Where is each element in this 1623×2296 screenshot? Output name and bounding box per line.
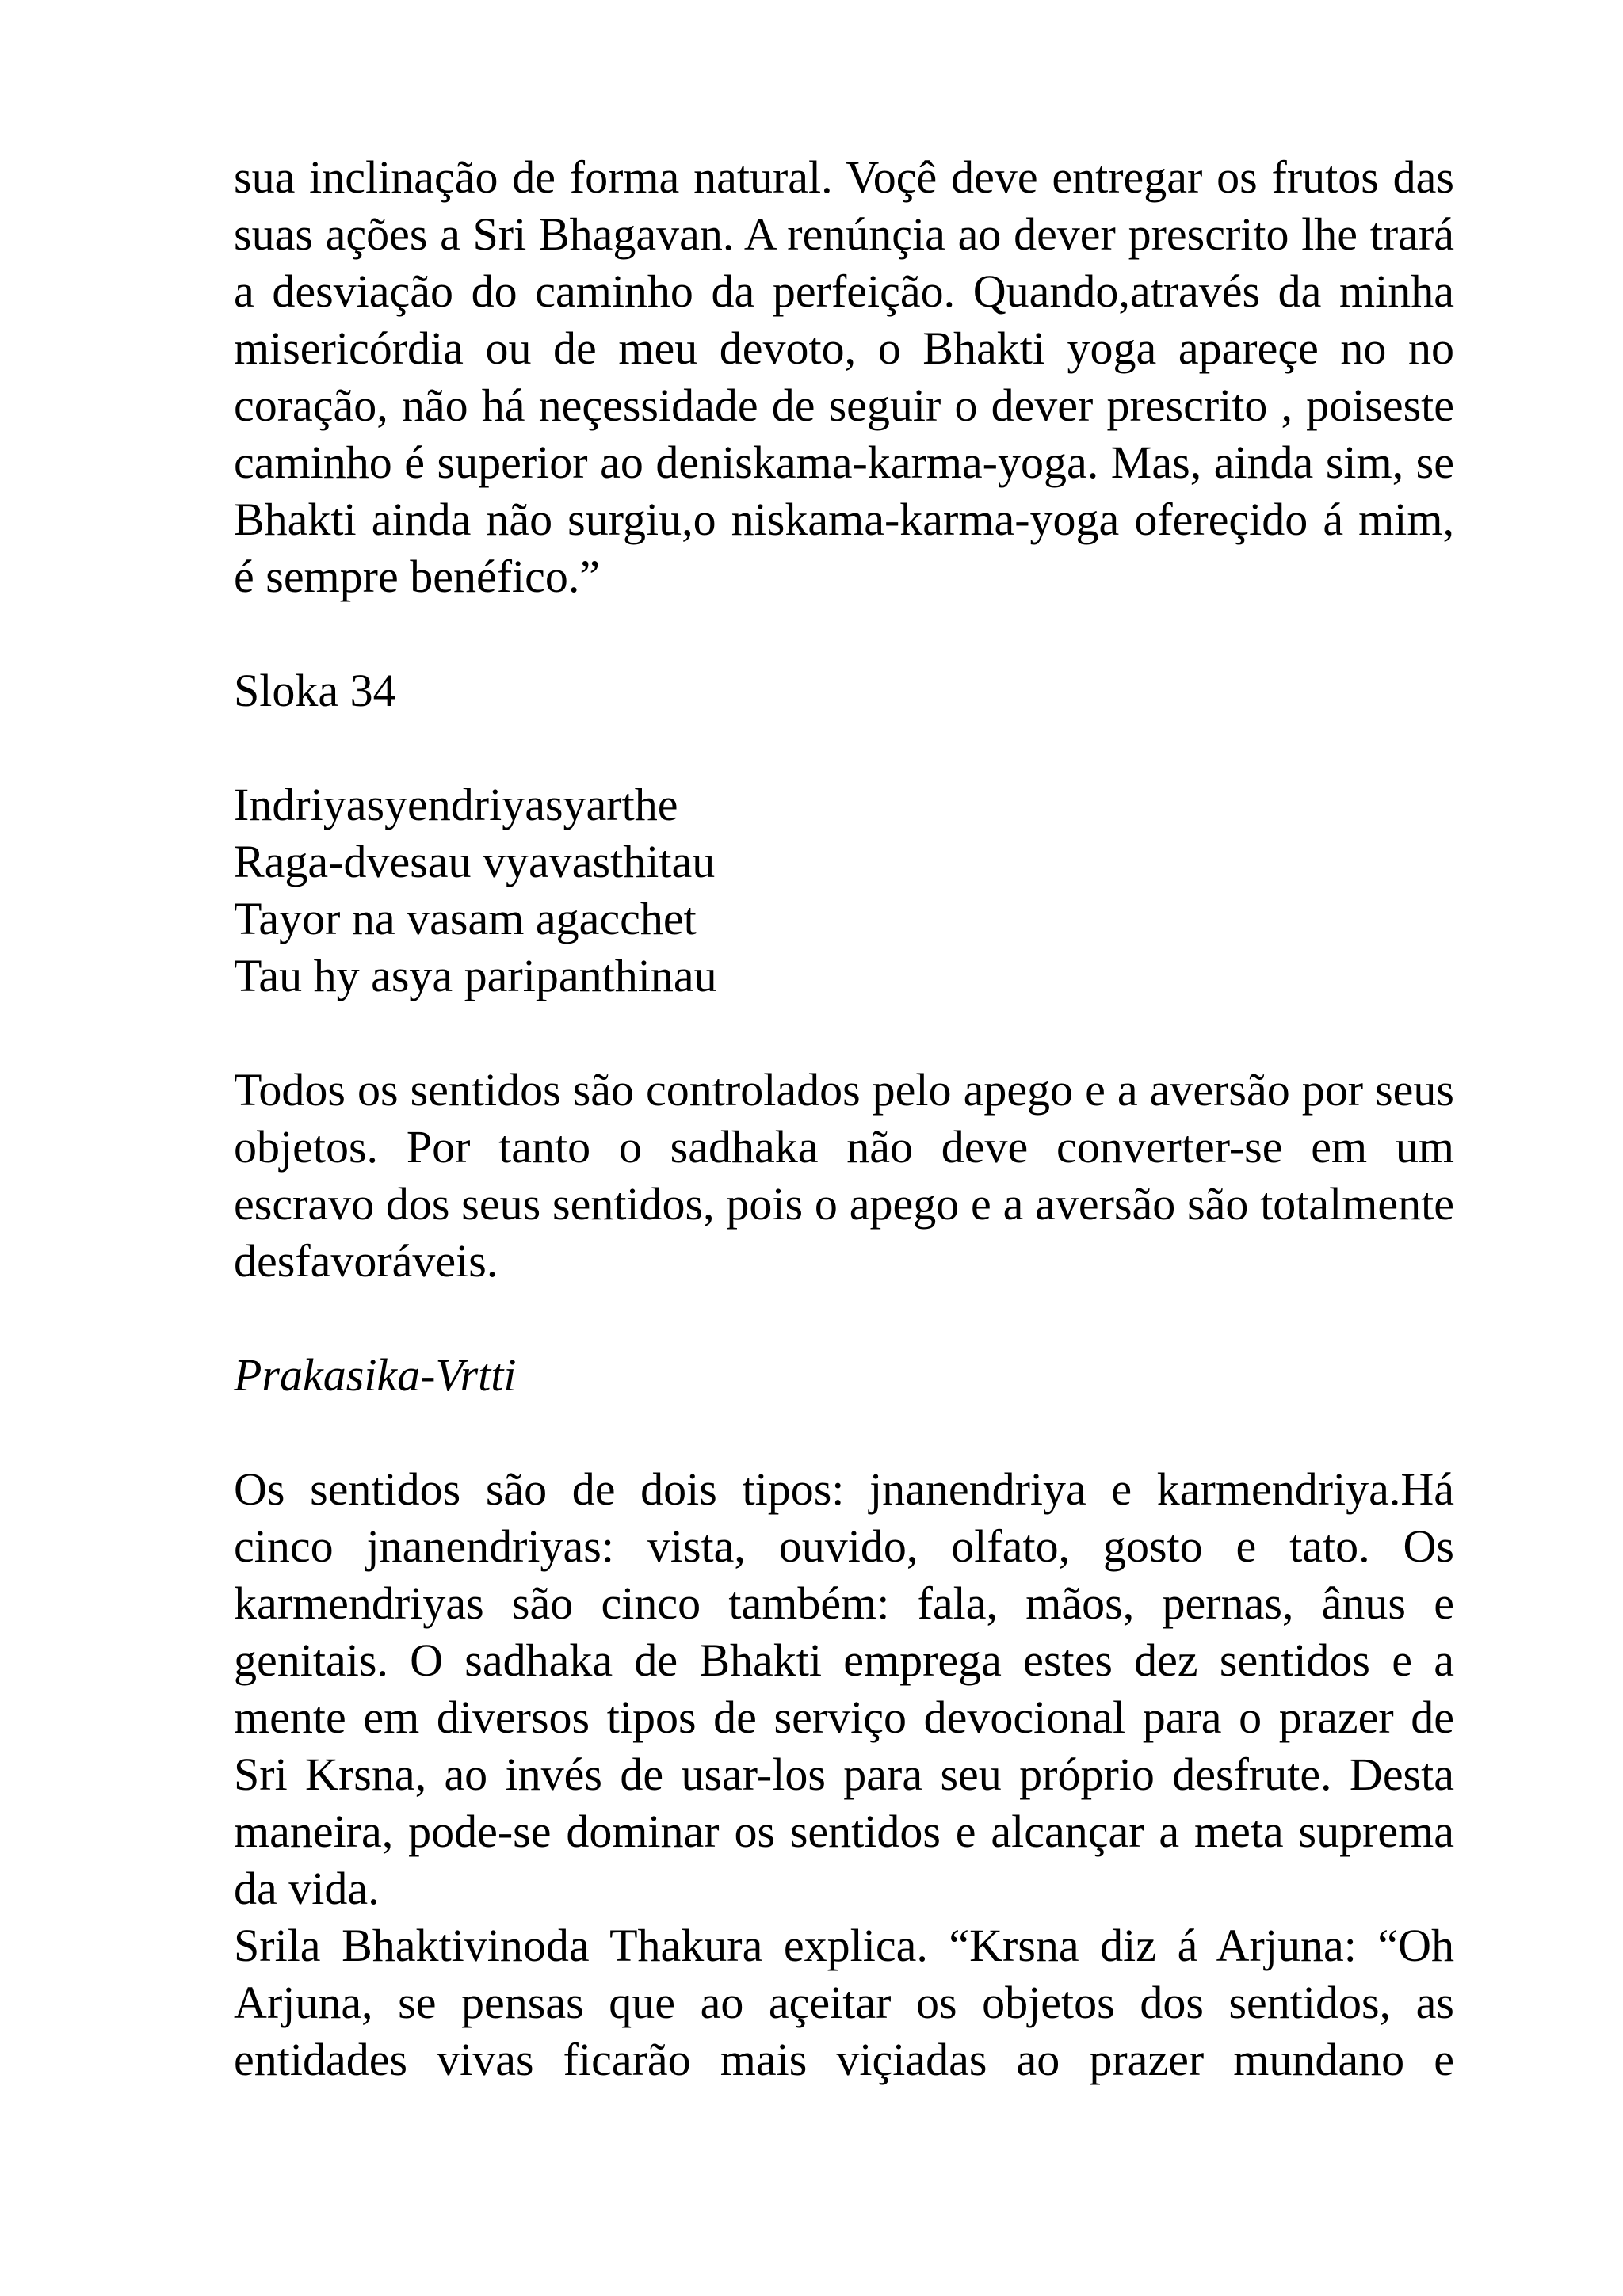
- commentary-heading: Prakasika-Vrtti: [234, 1349, 517, 1401]
- spacer: [234, 1404, 1454, 1461]
- spacer: [234, 1005, 1454, 1062]
- spacer: [234, 605, 1454, 662]
- sanskrit-verse: [234, 776, 1454, 1005]
- paragraph-opening: sua inclinação de forma natural. Voçê deve entregar os frutos das suas ações a Sri Bhagavan. A renúnçia ao dever prescrito lhe trará a desviação do caminho da perfeição. Quando,através da minha misericórdia ou de meu devoto, o Bhakti yoga apareçe no no coração, não há neçessidade de seguir o dever prescrito , poiseste caminho é superior ao deniskama-karma-yoga. Mas, ainda sim, se Bhakti ainda não surgiu,o niskama-karma-yoga ofereçido á mim, é sempre benéfico.”: [234, 151, 1454, 602]
- verse-line-4: Tau hy asya paripanthinau: [234, 950, 717, 1001]
- verse-line-3: Tayor na vasam agacchet: [234, 893, 697, 944]
- sloka-heading: Sloka 34: [234, 665, 396, 716]
- paragraph-commentary: Os sentidos são de dois tipos: jnanendriya e karmendriya.Há cinco jnanendriyas: vista, ouvido, olfato, gosto e tato. Os karmendriyas são cinco também: fala, mãos, pernas, ânus e genitais. O sadhaka de Bhakti emprega estes dez sentidos e a mente em diversos tipos de serviço devocional para o prazer de Sri Krsna, ao invés de usar-los para seu próprio desfrute. Desta maneira, pode-se dominar os sentidos e alcançar a meta suprema da vida.: [234, 1463, 1454, 1914]
- paragraph-continuation: Srila Bhaktivinoda Thakura explica. “Krsna diz á Arjuna: “Oh Arjuna, se pensas que ao açeitar os objetos dos sentidos, as entidades vivas ficarão mais viçiadas ao prazer mundano e: [234, 1920, 1454, 2085]
- paragraph-translation: Todos os sentidos são controlados pelo apego e a aversão por seus objetos. Por tanto o sadhaka não deve converter-se em um escravo dos seus sentidos, pois o apego e a aversão são totalmente desfavoráveis.: [234, 1064, 1454, 1287]
- spacer: [234, 719, 1454, 776]
- document-page: [234, 149, 1454, 2088]
- verse-line-2: Raga-dvesau vyavasthitau: [234, 836, 716, 887]
- spacer: [234, 1290, 1454, 1347]
- verse-line-1: Indriyasyendriyasyarthe: [234, 779, 678, 830]
